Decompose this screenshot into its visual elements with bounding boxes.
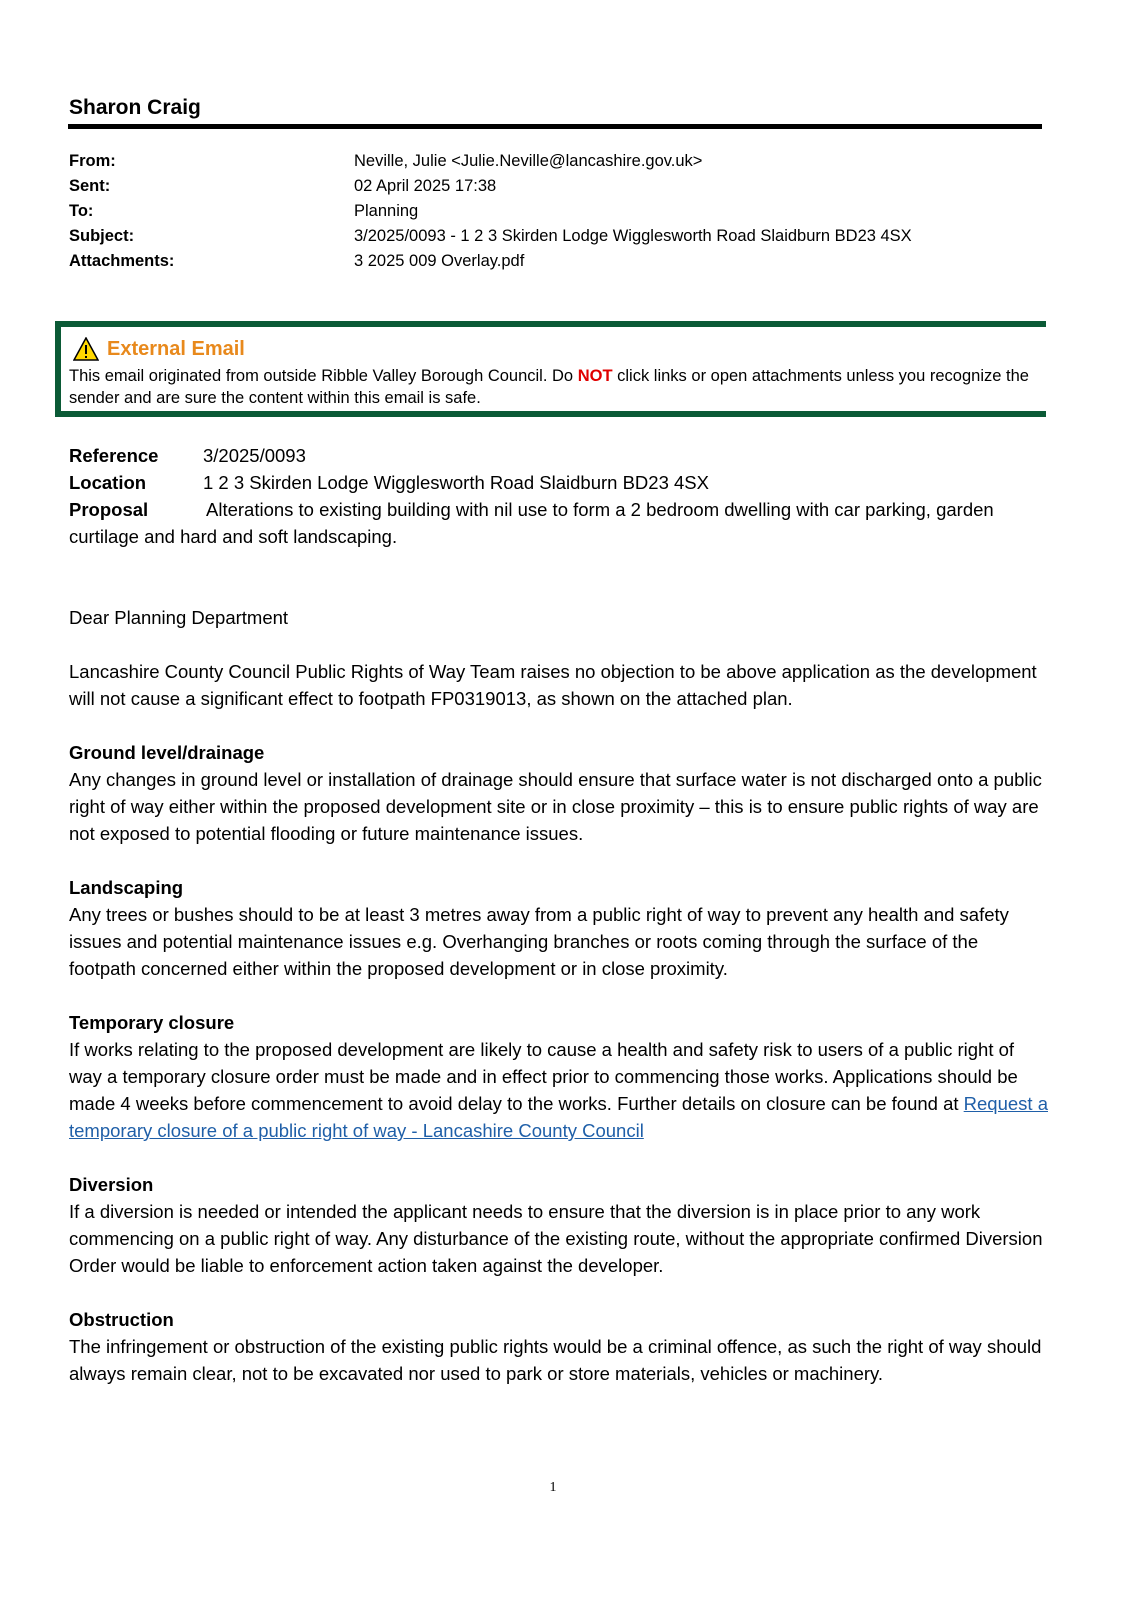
header-label: Sent: — [69, 177, 111, 195]
email-body — [69, 442, 1049, 1387]
salutation: Dear Planning Department — [69, 607, 289, 628]
section-text: Any trees or bushes should to be at least 3 metres away from a public right of way to prevent any health and safety issues and potential maintenance issues e.g. Overhanging branches or roots coming through the surface of the footpath concerned either within the proposed development or in close proximity. — [69, 904, 1009, 979]
header-label: To: — [69, 202, 94, 220]
location-label: Location — [69, 472, 147, 493]
banner-emphasis: NOT — [577, 367, 613, 385]
section-text-part: If works relating to the proposed development are likely to cause a health and safety risk to users of a public right of way a temporary closure order must be made and in effect prior to commencing those works. Applications should be made 4 weeks before commencement to avoid delay to the works. Further details on closure can be found at — [69, 1039, 1018, 1114]
page-number: 1 — [549, 1480, 557, 1495]
location-value: 1 2 3 Skirden Lodge Wigglesworth Road Slaidburn BD23 4SX — [203, 472, 709, 493]
header-attachments — [69, 249, 912, 274]
header-value: 3/2025/0093 - 1 2 3 Skirden Lodge Wigglesworth Road Slaidburn BD23 4SX — [354, 227, 912, 245]
email-header — [69, 149, 912, 274]
section-text: The infringement or obstruction of the existing public rights would be a criminal offence, as such the right of way should always remain clear, not to be excavated nor used to park or store materials, vehicles or machinery. — [69, 1336, 1042, 1384]
header-label: Attachments: — [69, 252, 175, 270]
section-text: If a diversion is needed or intended the applicant needs to ensure that the diversion is in place prior to any work commencing on a public right of way. Any disturbance of the existing route, without the appropriate confirmed Diversion Order would be liable to enforcement action taken against the developer. — [69, 1201, 1043, 1276]
reference-row — [69, 442, 1049, 469]
temporary-closure-link[interactable]: Request a temporary closure of a public right of way - Lancashire County Council — [69, 1093, 1048, 1141]
header-value: Neville, Julie <Julie.Neville@lancashire.gov.uk> — [354, 152, 703, 170]
section-text — [69, 1036, 1049, 1144]
header-from — [69, 149, 912, 174]
header-value: Planning — [354, 202, 419, 220]
proposal-label: Proposal — [69, 499, 149, 520]
header-subject — [69, 224, 912, 249]
section-text: Any changes in ground level or installation of drainage should ensure that surface water is not discharged onto a public right of way either within the proposed development site or in close proximity – this is to ensure public rights of way are not exposed to potential flooding or future maintenance issues. — [69, 769, 1042, 844]
external-email-banner — [55, 321, 1046, 417]
section-heading: Obstruction — [69, 1309, 174, 1330]
banner-title-row — [73, 337, 245, 361]
banner-text-part: This email originated from outside Ribble Valley Borough Council. Do — [69, 367, 578, 385]
header-sent — [69, 174, 912, 199]
intro-paragraph: Lancashire County Council Public Rights of Way Team raises no objection to be above application as the development will not cause a significant effect to footpath FP0319013, as shown on the attached plan. — [69, 661, 1037, 709]
header-to — [69, 199, 912, 224]
reference-label: Reference — [69, 445, 159, 466]
banner-text — [69, 365, 1044, 409]
reference-value: 3/2025/0093 — [203, 445, 306, 466]
header-value: 02 April 2025 17:38 — [354, 177, 497, 195]
header-label: From: — [69, 152, 116, 170]
section-heading: Landscaping — [69, 877, 184, 898]
warning-triangle-icon — [73, 337, 99, 361]
proposal-row — [69, 496, 1049, 550]
section-heading: Ground level/drainage — [69, 742, 265, 763]
banner-text-part: click links or open attachments unless you recognize the sender and are sure the content within this email is safe. — [69, 367, 1029, 407]
location-row — [69, 469, 1049, 496]
banner-title: External Email — [107, 337, 245, 360]
header-value[interactable]: 3 2025 009 Overlay.pdf — [354, 252, 525, 270]
document-title: Sharon Craig — [69, 96, 201, 119]
proposal-value: Alterations to existing building with nil use to form a 2 bedroom dwelling with car parking, garden curtilage and hard and soft landscaping. — [69, 499, 994, 547]
section-heading: Diversion — [69, 1174, 154, 1195]
header-label: Subject: — [69, 227, 135, 245]
title-rule — [68, 124, 1042, 129]
section-heading: Temporary closure — [69, 1012, 235, 1033]
